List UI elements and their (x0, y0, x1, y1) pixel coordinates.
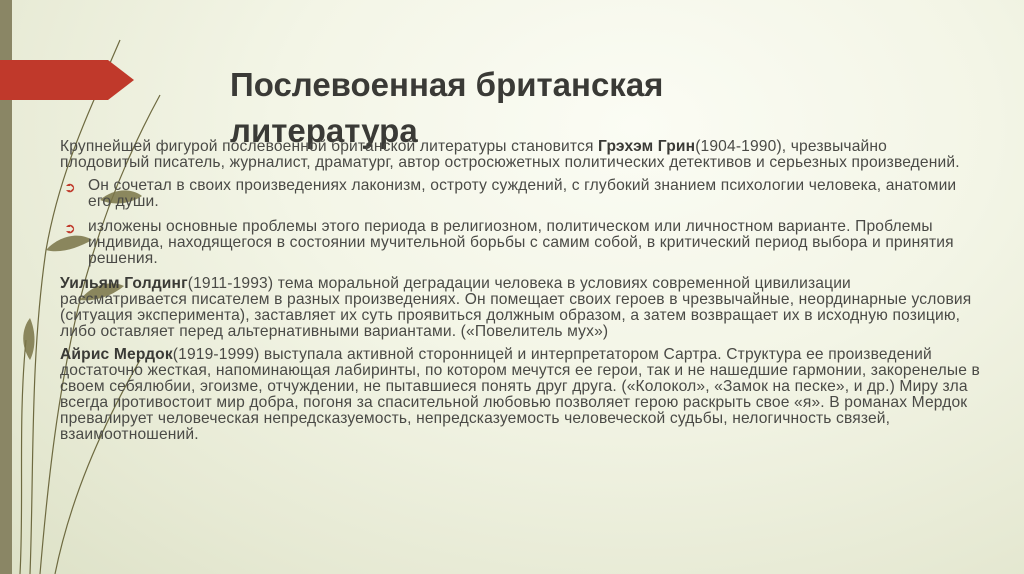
author-name-golding: Уильям Голдинг (60, 275, 188, 292)
paragraph-golding (60, 276, 980, 340)
bullet-arrow-icon: ➲ (64, 220, 76, 236)
paragraph-murdoch-text: (1919-1999) выступала активной сторонницей и интерпретатором Сартра. Структура ее произведений достаточно жесткая, напоминающая лабиринты, по котором мечутся ее герои, так и не нашедшие гармонии, закоренелые в своем себялюбии, эгоизме, отчуждении, не пытавшиеся понять друг друга. («Колокол», «Замок на песке», и др.) Миру зла всегда противостоит мир добра, погоня за спасительной любовью позволяет герою раскрыть свое «я». В романах Мердок превалирует человеческая непредсказуемость, непредсказуемость человеческой судьбы, нелогичность связей, взаимоотношений. (60, 346, 980, 443)
bullet-arrow-icon: ➲ (64, 179, 76, 195)
slide-title-line-2: литература (230, 112, 418, 149)
paragraph-greene (60, 139, 980, 171)
bullet-item (60, 219, 980, 267)
paragraph-golding-text: (1911-1993) тема моральной деградации человека в условиях современной цивилизации рассматривается писателем в разных произведениях. Он помещает своих героев в чрезвычайные, неординарные условия (ситуация эксперимента), заставляет их суть проявиться должным образом, а затем возвращает их в исходную позицию, либо оставляет перед альтернативными вариантами. («Повелитель мух») (60, 275, 972, 340)
paragraph-greene-intro: Крупнейшей фигурой послевоенной британской литературы становится (60, 138, 599, 155)
bullet-text: изложены основные проблемы этого периода в религиозном, политическом или личностном варианте. Проблемы индивида, находящегося в состоянии мучительной борьбы с самим собой, в критический период выбора и принятия решения. (88, 218, 954, 267)
author-name-murdoch: Айрис Мердок (60, 346, 173, 363)
author-name-greene: Грэхэм Грин (598, 138, 696, 155)
paragraph-murdoch (60, 347, 980, 443)
bullet-text: Он сочетал в своих произведениях лаконизм, остроту суждений, с глубокий знанием психологии человека, анатомии его души. (88, 177, 957, 210)
title-accent-arrow (0, 60, 134, 100)
bullet-item (60, 178, 980, 210)
slide-title-line-1: Послевоенная британская (230, 66, 664, 103)
slide-body (60, 139, 980, 443)
paragraph-greene-text: (1904-1990), чрезвычайно плодовитый писатель, журналист, драматург, автор остросюжетных политических детективов и серьезных произведений. (60, 138, 960, 171)
